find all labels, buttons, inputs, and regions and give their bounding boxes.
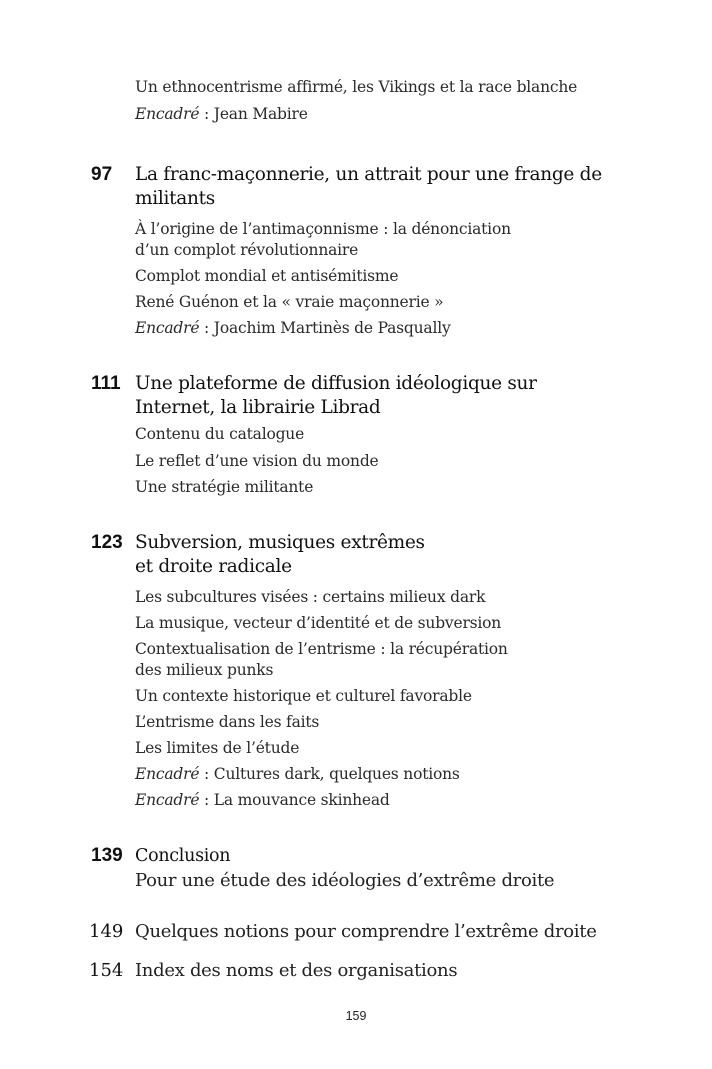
backmatter-title: Quelques notions pour comprendre l’extrême droite <box>135 921 597 942</box>
toc-subentry: Les limites de l’étude <box>135 739 300 757</box>
subentry-line: d’un complot révolutionnaire <box>135 241 359 259</box>
toc-subentry <box>135 219 511 261</box>
toc-subentry <box>135 104 308 125</box>
toc-subentry <box>135 639 508 681</box>
page-number: 159 <box>345 1009 367 1023</box>
backmatter-page-number: 154 <box>89 960 124 981</box>
chapter-title-line: militants <box>135 188 215 209</box>
chapter-title-line: et droite radicale <box>135 556 292 577</box>
toc-subentry: Contenu du catalogue <box>135 425 305 443</box>
toc-subentry: Un ethnocentrisme affirmé, les Vikings et la race blanche <box>135 78 578 96</box>
subentry-text: : Jean Mabire <box>199 105 308 123</box>
toc-subentry: Une stratégie militante <box>135 478 314 496</box>
chapter-title <box>135 163 602 211</box>
subentry-line: Contextualisation de l’entrisme : la récupération <box>135 640 508 658</box>
encadre-label: Encadré <box>135 791 200 809</box>
chapter-title <box>135 531 425 579</box>
backmatter-title: Index des noms et des organisations <box>135 960 458 981</box>
chapter-title-line: Une plateforme de diffusion idéologique sur <box>135 373 537 394</box>
chapter-title-line: La franc-maçonnerie, un attrait pour une frange de <box>135 164 602 185</box>
encadre-label: Encadré <box>135 105 200 123</box>
toc-subentry: Complot mondial et antisémitisme <box>135 267 399 285</box>
chapter-title: Conclusion <box>135 846 231 866</box>
toc-subentry: L’entrisme dans les faits <box>135 713 320 731</box>
subentry-line: des milieux punks <box>135 661 274 679</box>
subentry-text: : Cultures dark, quelques notions <box>199 765 460 783</box>
backmatter-page-number: 149 <box>89 921 124 942</box>
toc-subentry: La musique, vecteur d’identité et de subversion <box>135 614 502 632</box>
subentry-line: À l’origine de l’antimaçonnisme : la dénonciation <box>135 220 511 238</box>
toc-subentry <box>135 790 390 811</box>
toc-subentry: Pour une étude des idéologies d’extrême droite <box>135 870 555 891</box>
encadre-label: Encadré <box>135 319 200 337</box>
encadre-label: Encadré <box>135 765 200 783</box>
chapter-page-number: 97 <box>91 164 113 185</box>
toc-subentry: Un contexte historique et culturel favorable <box>135 687 472 705</box>
toc-subentry: Le reflet d’une vision du monde <box>135 452 379 470</box>
subentry-text: : La mouvance skinhead <box>199 791 390 809</box>
toc-subentry: René Guénon et la « vraie maçonnerie » <box>135 293 444 311</box>
toc-subentry <box>135 318 451 339</box>
chapter-title-line: Subversion, musiques extrêmes <box>135 532 425 553</box>
chapter-page-number: 139 <box>91 845 123 866</box>
subentry-text: : Joachim Martinès de Pasqually <box>199 319 451 337</box>
chapter-page-number: 123 <box>91 532 123 553</box>
chapter-title-line: Internet, la librairie Librad <box>135 397 381 418</box>
chapter-page-number: 111 <box>91 373 121 394</box>
toc-subentry <box>135 764 460 785</box>
chapter-title <box>135 372 537 420</box>
toc-subentry: Les subcultures visées : certains milieux dark <box>135 588 486 606</box>
